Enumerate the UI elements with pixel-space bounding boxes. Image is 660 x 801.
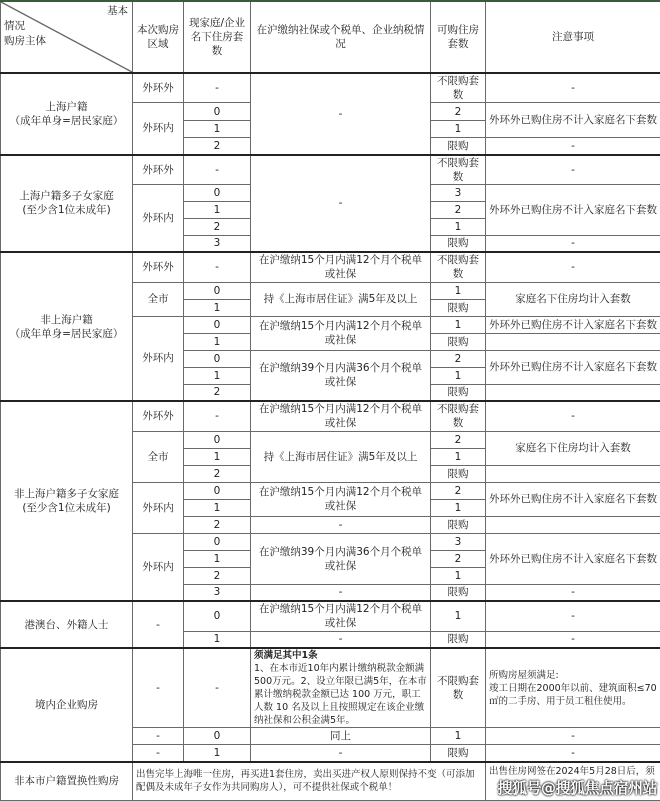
table-cell: - xyxy=(486,745,660,762)
table-cell: 1 xyxy=(431,282,486,299)
table-cell: 1 xyxy=(184,121,251,138)
watermark: 搜狐号@搜狐焦点宿州站 xyxy=(489,778,657,798)
table-cell: 限购 xyxy=(431,631,486,648)
table-cell: 1 xyxy=(431,218,486,235)
table-cell xyxy=(486,516,660,533)
table-cell: 限购 xyxy=(431,235,486,252)
table-cell: 外环外已购住房不计入家庭名下套数 xyxy=(486,184,660,235)
table-cell: 外环外已购住房不计入家庭名下套数 xyxy=(486,482,660,516)
table-cell: 0 xyxy=(184,184,251,201)
table-cell: 外环内 xyxy=(133,184,184,252)
table-cell: - xyxy=(486,252,660,282)
header-row xyxy=(1,1,660,73)
table-cell: 家庭名下住房均计入套数 xyxy=(486,431,660,465)
table-cell: 3 xyxy=(184,235,251,252)
table-cell: 1 xyxy=(431,601,486,631)
table-row xyxy=(1,762,660,801)
table-cell: 0 xyxy=(184,316,251,333)
table-cell: 在沪缴纳39个月内满36个月个税单或社保 xyxy=(251,533,431,584)
table-cell: 限购 xyxy=(431,299,486,316)
table-cell: 1 xyxy=(184,299,251,316)
table-cell: 1 xyxy=(184,499,251,516)
table-cell: 1 xyxy=(431,448,486,465)
table-cell: 1 xyxy=(184,367,251,384)
table-cell: - xyxy=(486,728,660,745)
table-cell: - xyxy=(184,648,251,728)
table-cell: 须满足其中1条 1、在本市近10年内累计缴纳税款金额满 500万元。2、设立年限已满5年，在本市累计缴纳税款金额已达 100 万元，职工人数 10 名及以上且按照规定在该企业缴纳社保和公积金满5年。 xyxy=(251,648,431,728)
table-cell: 限购 xyxy=(431,138,486,155)
table-cell: 外环外 xyxy=(133,252,184,282)
table-cell: - xyxy=(184,401,251,431)
table-cell: 0 xyxy=(184,728,251,745)
corner-label-basic: 基本 xyxy=(107,4,128,18)
table-cell: 家庭名下住房均计入套数 xyxy=(486,282,660,316)
table-cell: 不限购套数 xyxy=(431,648,486,728)
table-cell: 出售完毕上海唯一住房，再买进1套住房，卖出买进产权人原则保持不变（可添加配偶及未成年子女作为共同购房人），可不提供社保或个税单！ xyxy=(133,762,486,801)
table-cell: 外环内 xyxy=(133,103,184,155)
table-cell: 1 xyxy=(184,448,251,465)
table-cell: 限购 xyxy=(431,584,486,601)
table-cell: 2 xyxy=(431,201,486,218)
table-cell: 不限购套数 xyxy=(431,401,486,431)
table-cell: - xyxy=(251,516,431,533)
corner-header-cell xyxy=(1,1,133,73)
table-cell: 所购房屋须满足: 竣工日期在2000年以前、建筑面积≤70㎡的二手房、用于员工租住使用。 xyxy=(486,648,660,728)
table-cell: 在沪缴纳15个月内满12个月个税单或社保 xyxy=(251,601,431,631)
table-cell: - xyxy=(486,401,660,431)
table-cell: - xyxy=(133,601,184,648)
table-cell: 限购 xyxy=(431,516,486,533)
table-cell: 2 xyxy=(184,218,251,235)
table-cell: 境内企业购房 xyxy=(1,648,133,762)
table-cell: - xyxy=(486,138,660,155)
table-cell: 限购 xyxy=(431,384,486,401)
table-cell: 1 xyxy=(184,201,251,218)
table-cell: 在沪缴纳15个月内满12个月个税单或社保 xyxy=(251,252,431,282)
table-cell: 外环外已购住房不计入家庭名下套数 xyxy=(486,103,660,138)
table-cell: 3 xyxy=(431,184,486,201)
table-cell: - xyxy=(251,745,431,762)
table-cell: 非上海户籍多子女家庭 (至少含1位未成年) xyxy=(1,401,133,601)
table-cell: 限购 xyxy=(431,465,486,482)
table-cell: 2 xyxy=(184,138,251,155)
table-cell: 非本市户籍置换性购房 xyxy=(1,762,133,801)
table-cell: 不限购套数 xyxy=(431,252,486,282)
table-cell: 限购 xyxy=(431,745,486,762)
table-cell: 1 xyxy=(184,550,251,567)
table-cell: 上海户籍 （成年单身=居民家庭） xyxy=(1,73,133,155)
table-cell: 在沪缴纳15个月内满12个月个税单或社保 xyxy=(251,316,431,350)
table-cell: 3 xyxy=(431,533,486,550)
table-cell: 不限购套数 xyxy=(431,73,486,103)
header-tax-social: 在沪缴纳社保或个税单、企业纳税情况 xyxy=(251,1,431,73)
table-cell: 持《上海市居住证》满5年及以上 xyxy=(251,282,431,316)
table-cell: 持《上海市居住证》满5年及以上 xyxy=(251,431,431,482)
condition-heading: 须满足其中1条 xyxy=(254,650,318,661)
table-row xyxy=(1,648,660,728)
table-row xyxy=(1,601,660,631)
table-cell: 1 xyxy=(431,567,486,584)
table-cell: 外环内 xyxy=(133,482,184,533)
table-cell: 2 xyxy=(184,465,251,482)
table-cell: - xyxy=(251,155,431,253)
table-cell: 0 xyxy=(184,350,251,367)
table-cell: 在沪缴纳39个月内满36个月个税单或社保 xyxy=(251,350,431,401)
table-cell: 非上海户籍 （成年单身=居民家庭） xyxy=(1,252,133,401)
table-cell: 2 xyxy=(431,431,486,448)
table-cell: 外环内 xyxy=(133,533,184,601)
table-cell: 外环外已购住房不计入家庭名下套数 xyxy=(486,350,660,384)
table-cell xyxy=(486,384,660,401)
table-cell: 全市 xyxy=(133,282,184,316)
table-cell: - xyxy=(486,631,660,648)
table-cell: 1 xyxy=(431,728,486,745)
table-cell: 0 xyxy=(184,601,251,631)
table-cell: - xyxy=(133,648,184,728)
table-cell: - xyxy=(251,73,431,155)
corner-label-buyer: 购房主体 xyxy=(4,34,46,48)
table-cell: - xyxy=(184,73,251,103)
table-cell: 2 xyxy=(184,384,251,401)
table-cell xyxy=(486,465,660,482)
table-cell: 港澳台、外籍人士 xyxy=(1,601,133,648)
table-cell: 2 xyxy=(431,550,486,567)
table-cell: 1 xyxy=(184,333,251,350)
table-cell: 2 xyxy=(431,482,486,499)
table-cell: 同上 xyxy=(251,728,431,745)
table-cell: - xyxy=(133,728,184,745)
table-cell: 0 xyxy=(184,431,251,448)
table-cell: 1 xyxy=(431,316,486,333)
header-notes: 注意事项 xyxy=(486,1,660,73)
table-cell: 外环外已购住房不计入家庭名下套数 xyxy=(486,533,660,584)
table-row xyxy=(1,73,660,103)
table-cell: 2 xyxy=(184,567,251,584)
table-row xyxy=(1,401,660,431)
table-row xyxy=(1,252,660,282)
corner-label-situation: 情况 xyxy=(4,19,25,33)
table-cell: 1 xyxy=(431,121,486,138)
table-cell: - xyxy=(486,73,660,103)
table-cell: 0 xyxy=(184,533,251,550)
table-cell: 0 xyxy=(184,103,251,121)
table-cell: - xyxy=(486,584,660,601)
table-cell: 1 xyxy=(431,499,486,516)
table-cell: - xyxy=(184,155,251,185)
table-cell: 0 xyxy=(184,282,251,299)
table-cell: 上海户籍多子女家庭 (至少含1位未成年) xyxy=(1,155,133,253)
table-cell: 2 xyxy=(431,350,486,367)
table-cell-text: 出售住房网签在2024年5月28日后，须 xyxy=(489,765,657,778)
table-cell: 外环外 xyxy=(133,155,184,185)
table-cell: 1 xyxy=(184,631,251,648)
table-row xyxy=(1,155,660,185)
table-cell: - xyxy=(486,155,660,185)
table-cell: 外环内 xyxy=(133,316,184,401)
table-cell: 2 xyxy=(431,103,486,121)
table-cell: 3 xyxy=(184,584,251,601)
table-cell: 外环外 xyxy=(133,401,184,431)
table-cell: 外环外 xyxy=(133,73,184,103)
table-cell: - xyxy=(184,252,251,282)
table-cell xyxy=(486,762,660,801)
header-owned-count: 现家庭/企业名下住房套数 xyxy=(184,1,251,73)
table-cell: 限购 xyxy=(431,333,486,350)
table-cell: 1 xyxy=(431,367,486,384)
table-cell: - xyxy=(133,745,184,762)
table-cell: 2 xyxy=(184,516,251,533)
table-cell: - xyxy=(486,235,660,252)
table-cell: - xyxy=(486,601,660,631)
table-cell: 在沪缴纳15个月内满12个月个税单或社保 xyxy=(251,482,431,516)
table-cell: 全市 xyxy=(133,431,184,482)
table-cell: - xyxy=(251,584,431,601)
table-cell: 在沪缴纳15个月内满12个月个税单或社保 xyxy=(251,401,431,431)
header-zone: 本次购房区域 xyxy=(133,1,184,73)
table-cell: 1 xyxy=(184,745,251,762)
table-cell: 0 xyxy=(184,482,251,499)
table-cell: - xyxy=(251,631,431,648)
header-purchasable: 可购住房套数 xyxy=(431,1,486,73)
table-cell xyxy=(486,333,660,350)
table-cell: 外环外已购住房不计入家庭名下套数 xyxy=(486,316,660,333)
table-cell: 不限购套数 xyxy=(431,155,486,185)
